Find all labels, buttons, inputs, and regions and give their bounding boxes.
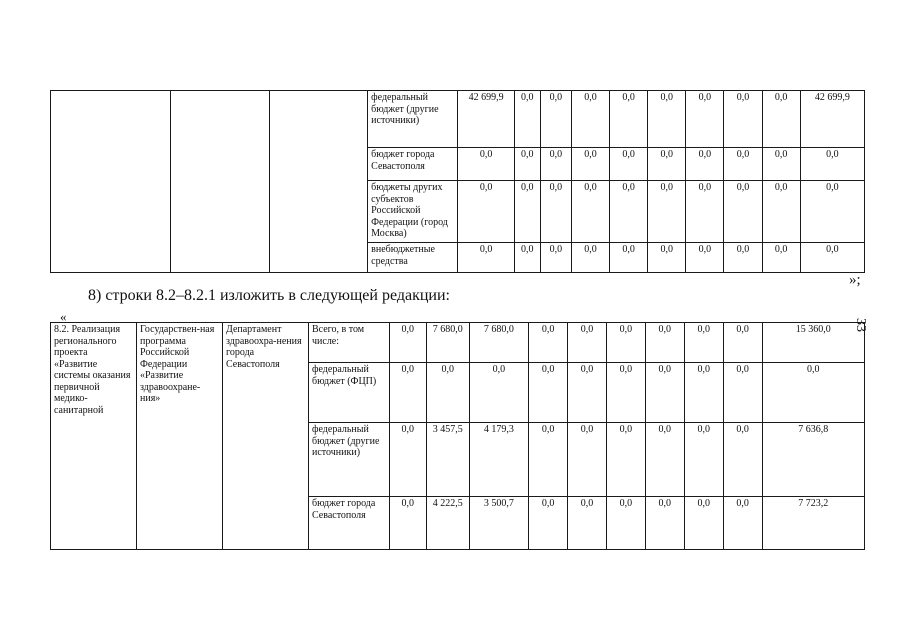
value-cell: 0,0	[686, 148, 724, 181]
funding-source-label: федеральный бюджет (другие источники)	[309, 423, 390, 497]
value-cell: 7 680,0	[469, 323, 528, 363]
value-cell: 0,0	[723, 323, 762, 363]
section-heading: 8) строки 8.2–8.2.1 изложить в следующей редакции:	[88, 287, 450, 304]
value-cell: 0,0	[568, 497, 607, 550]
value-cell: 0,0	[610, 148, 648, 181]
value-cell: 0,0	[606, 497, 645, 550]
value-cell: 0,0	[514, 181, 540, 243]
value-cell: 0,0	[648, 181, 686, 243]
value-cell: 0,0	[469, 363, 528, 423]
value-cell: 0,0	[529, 497, 568, 550]
value-cell: 0,0	[540, 181, 571, 243]
funding-source-label: Всего, в том числе:	[309, 323, 390, 363]
funding-source-label: внебюджетные средства	[368, 243, 458, 273]
closing-quote: »;	[849, 272, 861, 288]
value-cell: 0,0	[724, 243, 762, 273]
value-cell: 0,0	[762, 363, 864, 423]
value-cell: 0,0	[610, 91, 648, 148]
funding-source-label: бюджеты других субъектов Российской Федерации (город Москва)	[368, 181, 458, 243]
funding-source-label: бюджет города Севастополя	[368, 148, 458, 181]
value-cell: 0,0	[606, 423, 645, 497]
value-cell: 0,0	[648, 148, 686, 181]
value-cell: 0,0	[723, 423, 762, 497]
value-cell: 0,0	[648, 91, 686, 148]
value-cell: 0,0	[540, 243, 571, 273]
value-cell: 3 457,5	[426, 423, 469, 497]
value-cell: 0,0	[514, 148, 540, 181]
value-cell: 0,0	[645, 423, 684, 497]
value-cell: 0,0	[610, 243, 648, 273]
value-cell: 3 500,7	[469, 497, 528, 550]
funding-source-label: бюджет города Севастополя	[309, 497, 390, 550]
value-cell: 0,0	[800, 181, 864, 243]
value-cell: 0,0	[568, 363, 607, 423]
page-number: 33	[853, 318, 868, 332]
value-cell: 0,0	[540, 91, 571, 148]
value-cell: 0,0	[571, 91, 609, 148]
opening-quote: «	[60, 309, 67, 324]
value-cell: 0,0	[610, 181, 648, 243]
value-cell: 0,0	[571, 243, 609, 273]
executor-cell: Департамент здравоохра-нения города Севастополя	[223, 323, 309, 550]
value-cell: 4 222,5	[426, 497, 469, 550]
value-cell: 0,0	[686, 91, 724, 148]
value-cell: 0,0	[686, 181, 724, 243]
value-cell: 0,0	[723, 497, 762, 550]
value-cell: 0,0	[800, 148, 864, 181]
value-cell: 0,0	[686, 243, 724, 273]
measure-name-cell: 8.2. Реализация регионального проекта «Развитие системы оказания первичной медико-санитарной	[51, 323, 137, 550]
value-cell: 0,0	[568, 423, 607, 497]
value-cell: 0,0	[389, 423, 426, 497]
value-cell: 0,0	[458, 148, 514, 181]
value-cell: 42 699,9	[458, 91, 514, 148]
value-cell: 0,0	[389, 323, 426, 363]
table-row	[51, 323, 865, 363]
value-cell: 0,0	[645, 323, 684, 363]
value-cell: 0,0	[645, 363, 684, 423]
funding-source-label: федеральный бюджет (ФЦП)	[309, 363, 390, 423]
funding-table-8-2	[50, 322, 865, 550]
value-cell: 0,0	[762, 181, 800, 243]
program-cell: Государствен-ная программа Российской Федерации «Развитие здравоохране-ния»	[137, 323, 223, 550]
value-cell: 7 636,8	[762, 423, 864, 497]
value-cell: 0,0	[458, 243, 514, 273]
table-row	[51, 91, 865, 148]
value-cell: 0,0	[762, 148, 800, 181]
funding-table-continued	[50, 90, 865, 273]
value-cell: 0,0	[724, 91, 762, 148]
value-cell: 0,0	[645, 497, 684, 550]
value-cell: 0,0	[762, 91, 800, 148]
value-cell: 0,0	[540, 148, 571, 181]
funding-source-label: федеральный бюджет (другие источники)	[368, 91, 458, 148]
value-cell: 0,0	[724, 181, 762, 243]
value-cell: 7 723,2	[762, 497, 864, 550]
value-cell: 0,0	[648, 243, 686, 273]
value-cell: 0,0	[762, 243, 800, 273]
empty-merged-cell	[51, 91, 171, 273]
value-cell: 0,0	[684, 423, 723, 497]
value-cell: 0,0	[723, 363, 762, 423]
value-cell: 0,0	[571, 148, 609, 181]
value-cell: 0,0	[529, 323, 568, 363]
value-cell: 0,0	[571, 181, 609, 243]
value-cell: 0,0	[800, 243, 864, 273]
value-cell: 0,0	[458, 181, 514, 243]
value-cell: 0,0	[684, 497, 723, 550]
value-cell: 0,0	[389, 363, 426, 423]
empty-merged-cell	[269, 91, 367, 273]
value-cell: 0,0	[514, 91, 540, 148]
value-cell: 0,0	[606, 323, 645, 363]
value-cell: 4 179,3	[469, 423, 528, 497]
value-cell: 7 680,0	[426, 323, 469, 363]
value-cell: 0,0	[724, 148, 762, 181]
value-cell: 0,0	[529, 423, 568, 497]
value-cell: 0,0	[389, 497, 426, 550]
value-cell: 42 699,9	[800, 91, 864, 148]
value-cell: 0,0	[606, 363, 645, 423]
value-cell: 0,0	[529, 363, 568, 423]
empty-merged-cell	[171, 91, 269, 273]
value-cell: 0,0	[514, 243, 540, 273]
value-cell: 0,0	[568, 323, 607, 363]
value-cell: 15 360,0	[762, 323, 864, 363]
value-cell: 0,0	[426, 363, 469, 423]
value-cell: 0,0	[684, 363, 723, 423]
value-cell: 0,0	[684, 323, 723, 363]
